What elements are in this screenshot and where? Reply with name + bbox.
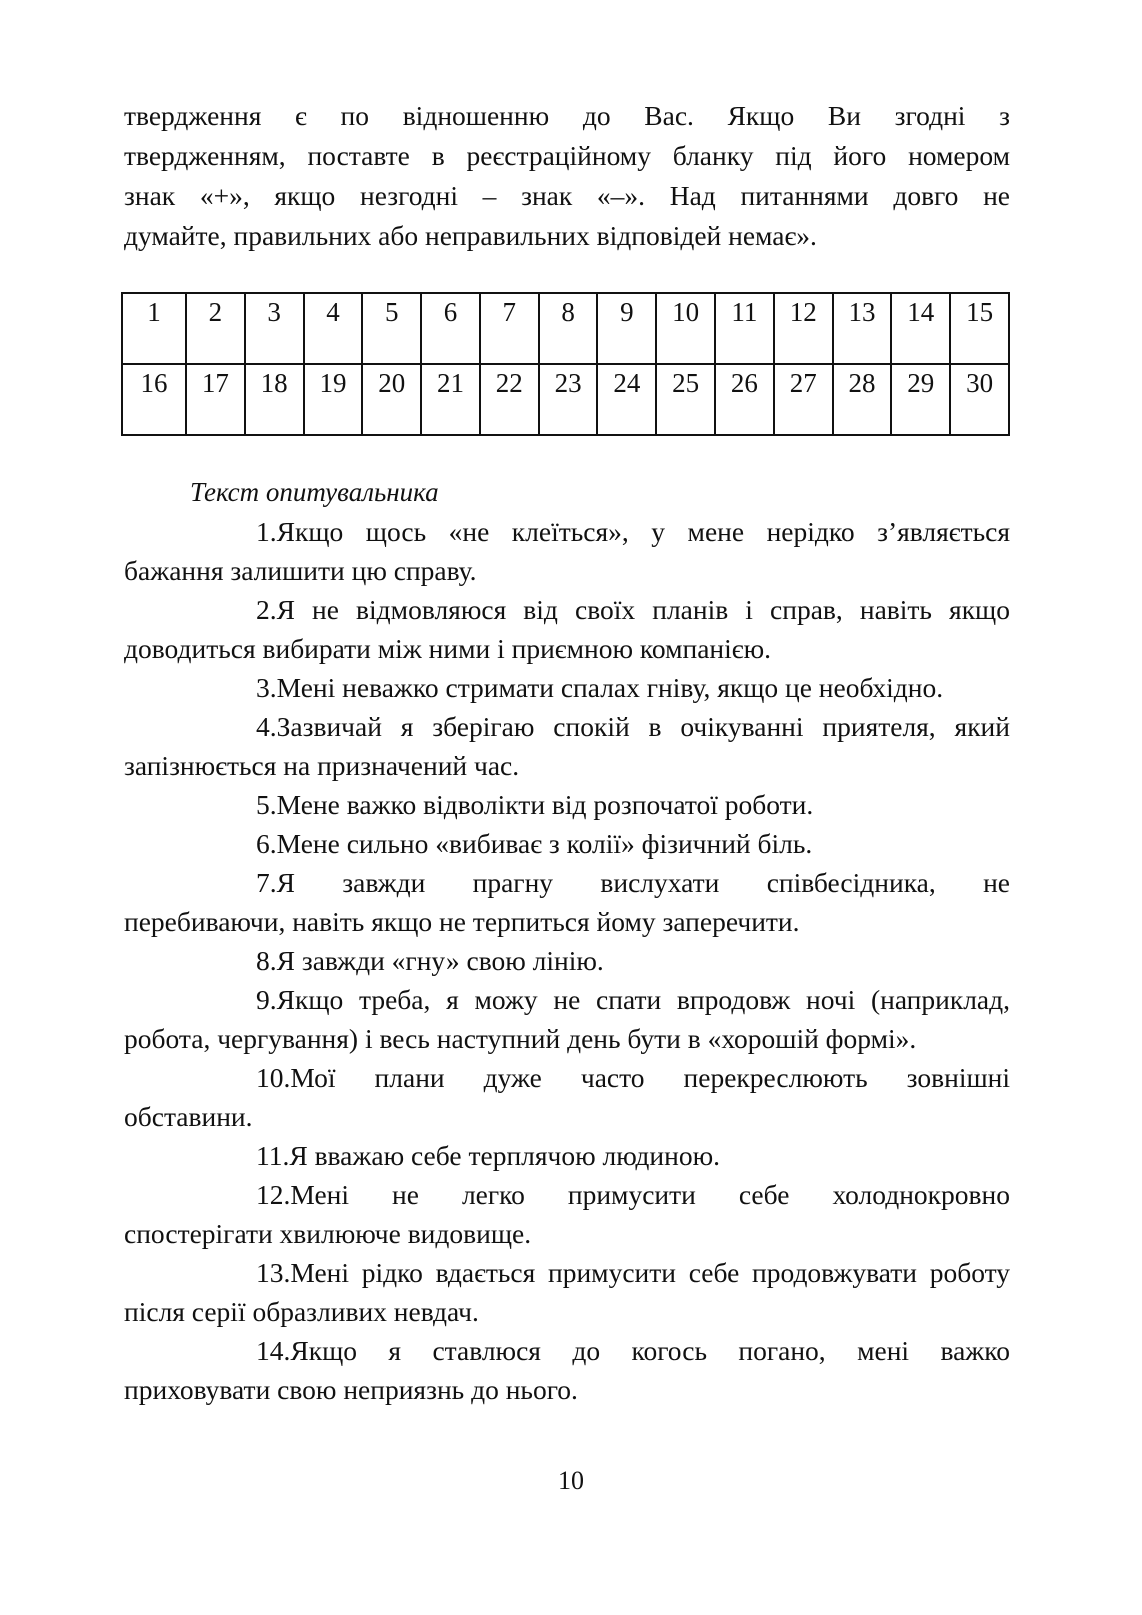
question-text-continued: бажання залишити цю справу. [124, 555, 477, 586]
intro-paragraph [124, 96, 1010, 256]
grid-cell[interactable]: 7 [480, 293, 539, 364]
grid-cell[interactable]: 29 [891, 364, 950, 435]
document-page [124, 96, 1010, 1409]
grid-cell[interactable]: 14 [891, 293, 950, 364]
question-text: Мені не легко примусити себе холоднокровно [290, 1179, 1010, 1210]
grid-cell[interactable]: 1 [122, 293, 186, 364]
question-text: Якщо щось «не клеїться», у мене нерідко з’являється [276, 516, 1010, 547]
question-item [124, 1058, 1010, 1136]
question-number: 13. [256, 1257, 291, 1288]
question-text-continued: робота, чергування) і весь наступний день бути в «хорошій формі». [124, 1023, 917, 1054]
grid-cell[interactable]: 30 [950, 364, 1009, 435]
question-number: 5. [256, 789, 277, 820]
question-item [124, 824, 1010, 863]
question-item [124, 707, 1010, 785]
question-item [124, 1175, 1010, 1253]
question-number: 11. [256, 1140, 290, 1171]
questionnaire-title: Текст опитувальника [190, 477, 439, 507]
grid-cell[interactable]: 3 [245, 293, 304, 364]
question-number: 10. [256, 1062, 291, 1093]
question-text: Мені неважко стримати спалах гніву, якщо це необхідно. [276, 672, 944, 703]
question-item [124, 941, 1010, 980]
grid-cell[interactable]: 25 [656, 364, 715, 435]
question-text: Якщо я ставлюся до когось погано, мені важко [290, 1335, 1010, 1366]
question-text-continued: обставини. [124, 1101, 253, 1132]
intro-line: твердженням, поставте в реєстраційному бланку під його номером [124, 140, 1010, 171]
question-text: Я завжди «гну» свою лінію. [276, 945, 604, 976]
question-number: 4. [256, 711, 277, 742]
question-text: Якщо треба, я можу не спати впродовж ночі (наприклад, [276, 984, 1010, 1015]
question-item [124, 512, 1010, 590]
question-text-continued: перебиваючи, навіть якщо не терпиться йому заперечити. [124, 906, 800, 937]
question-text-continued: приховувати свою неприязнь до нього. [124, 1374, 578, 1405]
question-item [124, 1331, 1010, 1409]
question-item [124, 590, 1010, 668]
grid-cell[interactable]: 4 [304, 293, 363, 364]
grid-cell[interactable]: 18 [245, 364, 304, 435]
question-text: Мені рідко вдається примусити себе продовжувати роботу [290, 1257, 1010, 1288]
grid-cell[interactable]: 8 [539, 293, 598, 364]
grid-cell[interactable]: 16 [122, 364, 186, 435]
question-item [124, 668, 1010, 707]
question-item [124, 863, 1010, 941]
grid-cell[interactable]: 19 [304, 364, 363, 435]
questionnaire-list [124, 512, 1010, 1409]
grid-cell[interactable]: 9 [597, 293, 656, 364]
question-text: Зазвичай я зберігаю спокій в очікуванні приятеля, який [276, 711, 1010, 742]
question-text-continued: спостерігати хвилююче видовище. [124, 1218, 532, 1249]
intro-line: знак «+», якщо незгодні – знак «–». Над питаннями довго не [124, 180, 1010, 211]
question-number: 6. [256, 828, 277, 859]
question-text: Мене сильно «вибиває з колії» фізичний біль. [276, 828, 813, 859]
grid-cell[interactable]: 15 [950, 293, 1009, 364]
grid-cell[interactable]: 28 [833, 364, 892, 435]
question-text: Мої плани дуже часто перекреслюють зовнішні [290, 1062, 1010, 1093]
grid-cell[interactable]: 22 [480, 364, 539, 435]
grid-row [122, 364, 1009, 435]
question-text-continued: запізнюється на призначений час. [124, 750, 520, 781]
grid-cell[interactable]: 10 [656, 293, 715, 364]
question-item [124, 1253, 1010, 1331]
question-number: 3. [256, 672, 277, 703]
grid-cell[interactable]: 24 [597, 364, 656, 435]
question-number: 1. [256, 516, 277, 547]
grid-cell[interactable]: 23 [539, 364, 598, 435]
question-text: Я не відмовляюся від своїх планів і справ, навіть якщо [276, 594, 1010, 625]
grid-row [122, 293, 1009, 364]
question-item [124, 785, 1010, 824]
grid-cell[interactable]: 20 [362, 364, 421, 435]
grid-cell[interactable]: 2 [186, 293, 245, 364]
grid-cell[interactable]: 11 [715, 293, 774, 364]
grid-cell[interactable]: 21 [421, 364, 480, 435]
grid-cell[interactable]: 26 [715, 364, 774, 435]
grid-cell[interactable]: 6 [421, 293, 480, 364]
question-number: 14. [256, 1335, 291, 1366]
question-text: Я завжди прагну вислухати співбесідника, не [276, 867, 1010, 898]
question-item [124, 1136, 1010, 1175]
page-number: 10 [558, 1466, 584, 1495]
grid-cell[interactable]: 13 [833, 293, 892, 364]
question-text: Мене важко відволікти від розпочатої роботи. [276, 789, 814, 820]
intro-line: думайте, правильних або неправильних відповідей немає». [124, 220, 817, 251]
question-text: Я вважаю себе терплячою людиною. [289, 1140, 721, 1171]
question-number: 7. [256, 867, 277, 898]
question-number: 12. [256, 1179, 291, 1210]
question-text-continued: після серії образливих невдач. [124, 1296, 479, 1327]
question-number: 9. [256, 984, 277, 1015]
grid-cell[interactable]: 5 [362, 293, 421, 364]
grid-cell[interactable]: 12 [774, 293, 833, 364]
grid-cell[interactable]: 17 [186, 364, 245, 435]
question-number: 8. [256, 945, 277, 976]
answer-registration-grid [121, 292, 1010, 436]
question-item [124, 980, 1010, 1058]
grid-cell[interactable]: 27 [774, 364, 833, 435]
intro-line: твердження є по відношенню до Вас. Якщо Ви згодні з [124, 100, 1010, 131]
question-text-continued: доводиться вибирати між ними і приємною компанією. [124, 633, 771, 664]
question-number: 2. [256, 594, 277, 625]
